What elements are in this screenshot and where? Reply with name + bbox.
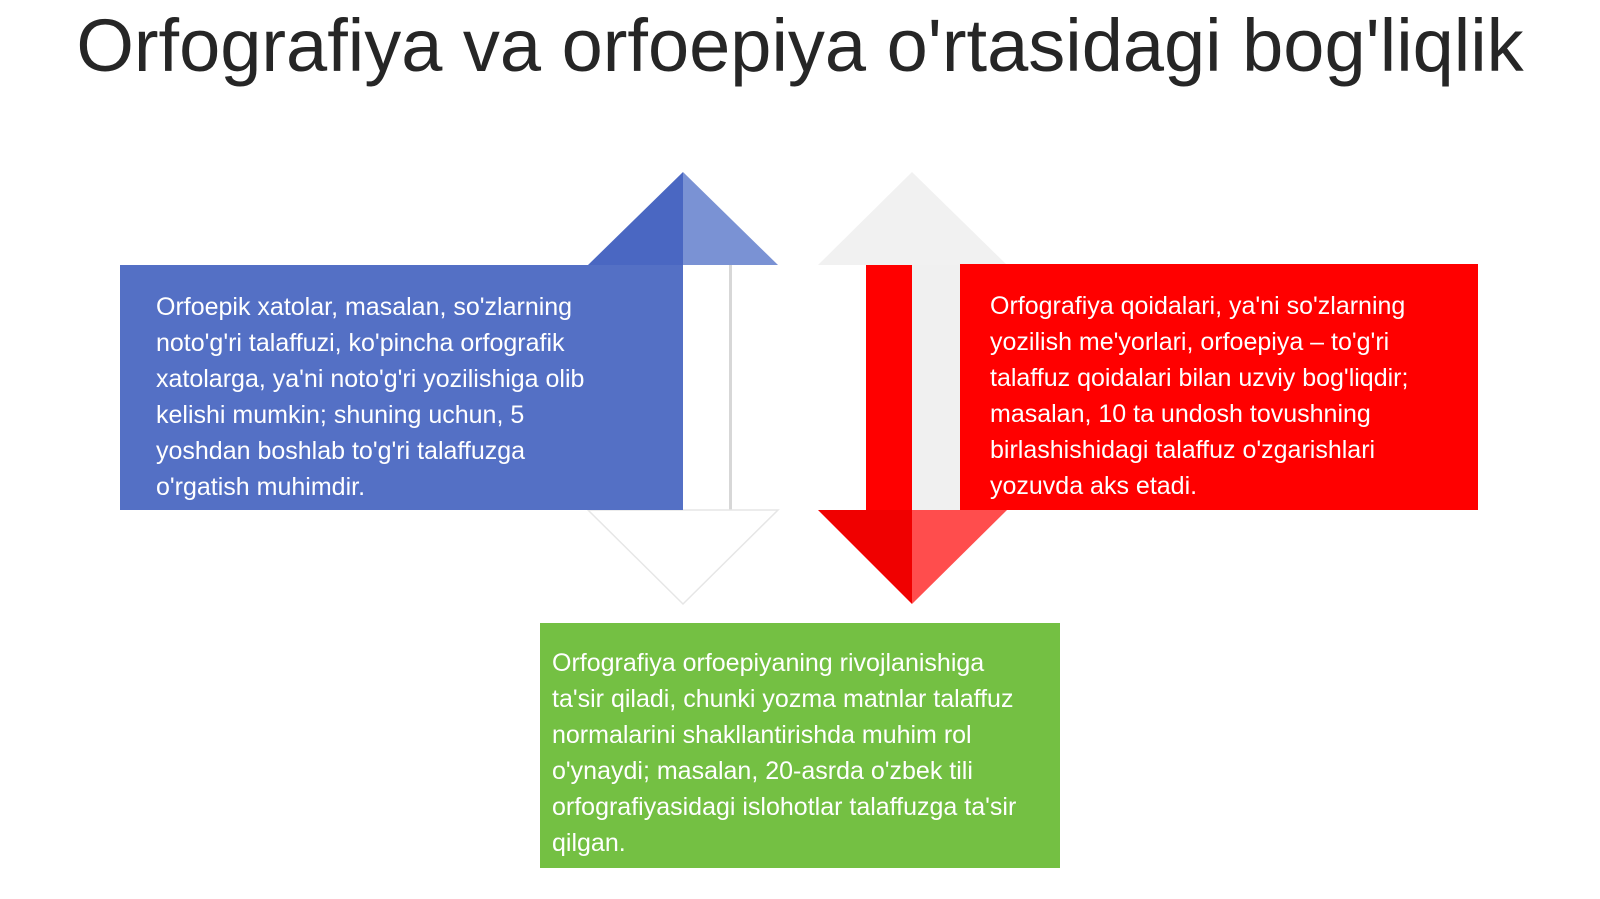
right-arrow-down-head	[818, 510, 912, 604]
right-box-text: Orfografiya qoidalari, ya'ni so'zlarning yozilish me'yorlari, orfoepiya – to'g'ri talaffuz qoidalari bilan uzviy bog'liqdir; masalan, 10 ta undosh tovushning birlashishidagi talaffuz o'zgarishlari yozuvda aks etadi.	[990, 292, 1409, 500]
slide-title: Orfografiya va orfoepiya o'rtasidagi bog'liqlik	[76, 4, 1524, 87]
left-text-box	[120, 265, 683, 510]
right-arrow-down-head-light	[912, 510, 1007, 604]
bottom-box-text: Orfografiya orfoepiyaning rivojlanishiga ta'sir qiladi, chunki yozma matnlar talaffuz normalarini shakllantirishda muhim rol o'ynaydi; masalan, 20-asrda o'zbek tili orfografiyasidagi islohotlar talaffuzga ta'sir qilgan.	[552, 649, 1017, 857]
bottom-text-box	[540, 623, 1060, 868]
right-arrow-shaft-red	[866, 265, 914, 510]
right-text-box	[960, 264, 1478, 510]
left-arrow-up-head	[588, 172, 683, 265]
right-arrow-up-head	[818, 172, 1007, 265]
left-arrow-shaft	[683, 265, 731, 510]
left-box-text: Orfoepik xatolar, masalan, so'zlarning noto'g'ri talaffuzi, ko'pincha orfografik xatolarga, ya'ni noto'g'ri yozilishiga olib kelishi mumkin; shuning uchun, 5 yoshdan boshlab to'g'ri talaffuzga o'rgatish muhimdir.	[156, 293, 585, 501]
left-arrow-shaft-edge	[729, 265, 732, 510]
right-arrow-shaft-grey	[912, 265, 960, 510]
left-arrow-up-head-light	[683, 172, 778, 265]
left-arrow-down-head	[588, 510, 778, 604]
